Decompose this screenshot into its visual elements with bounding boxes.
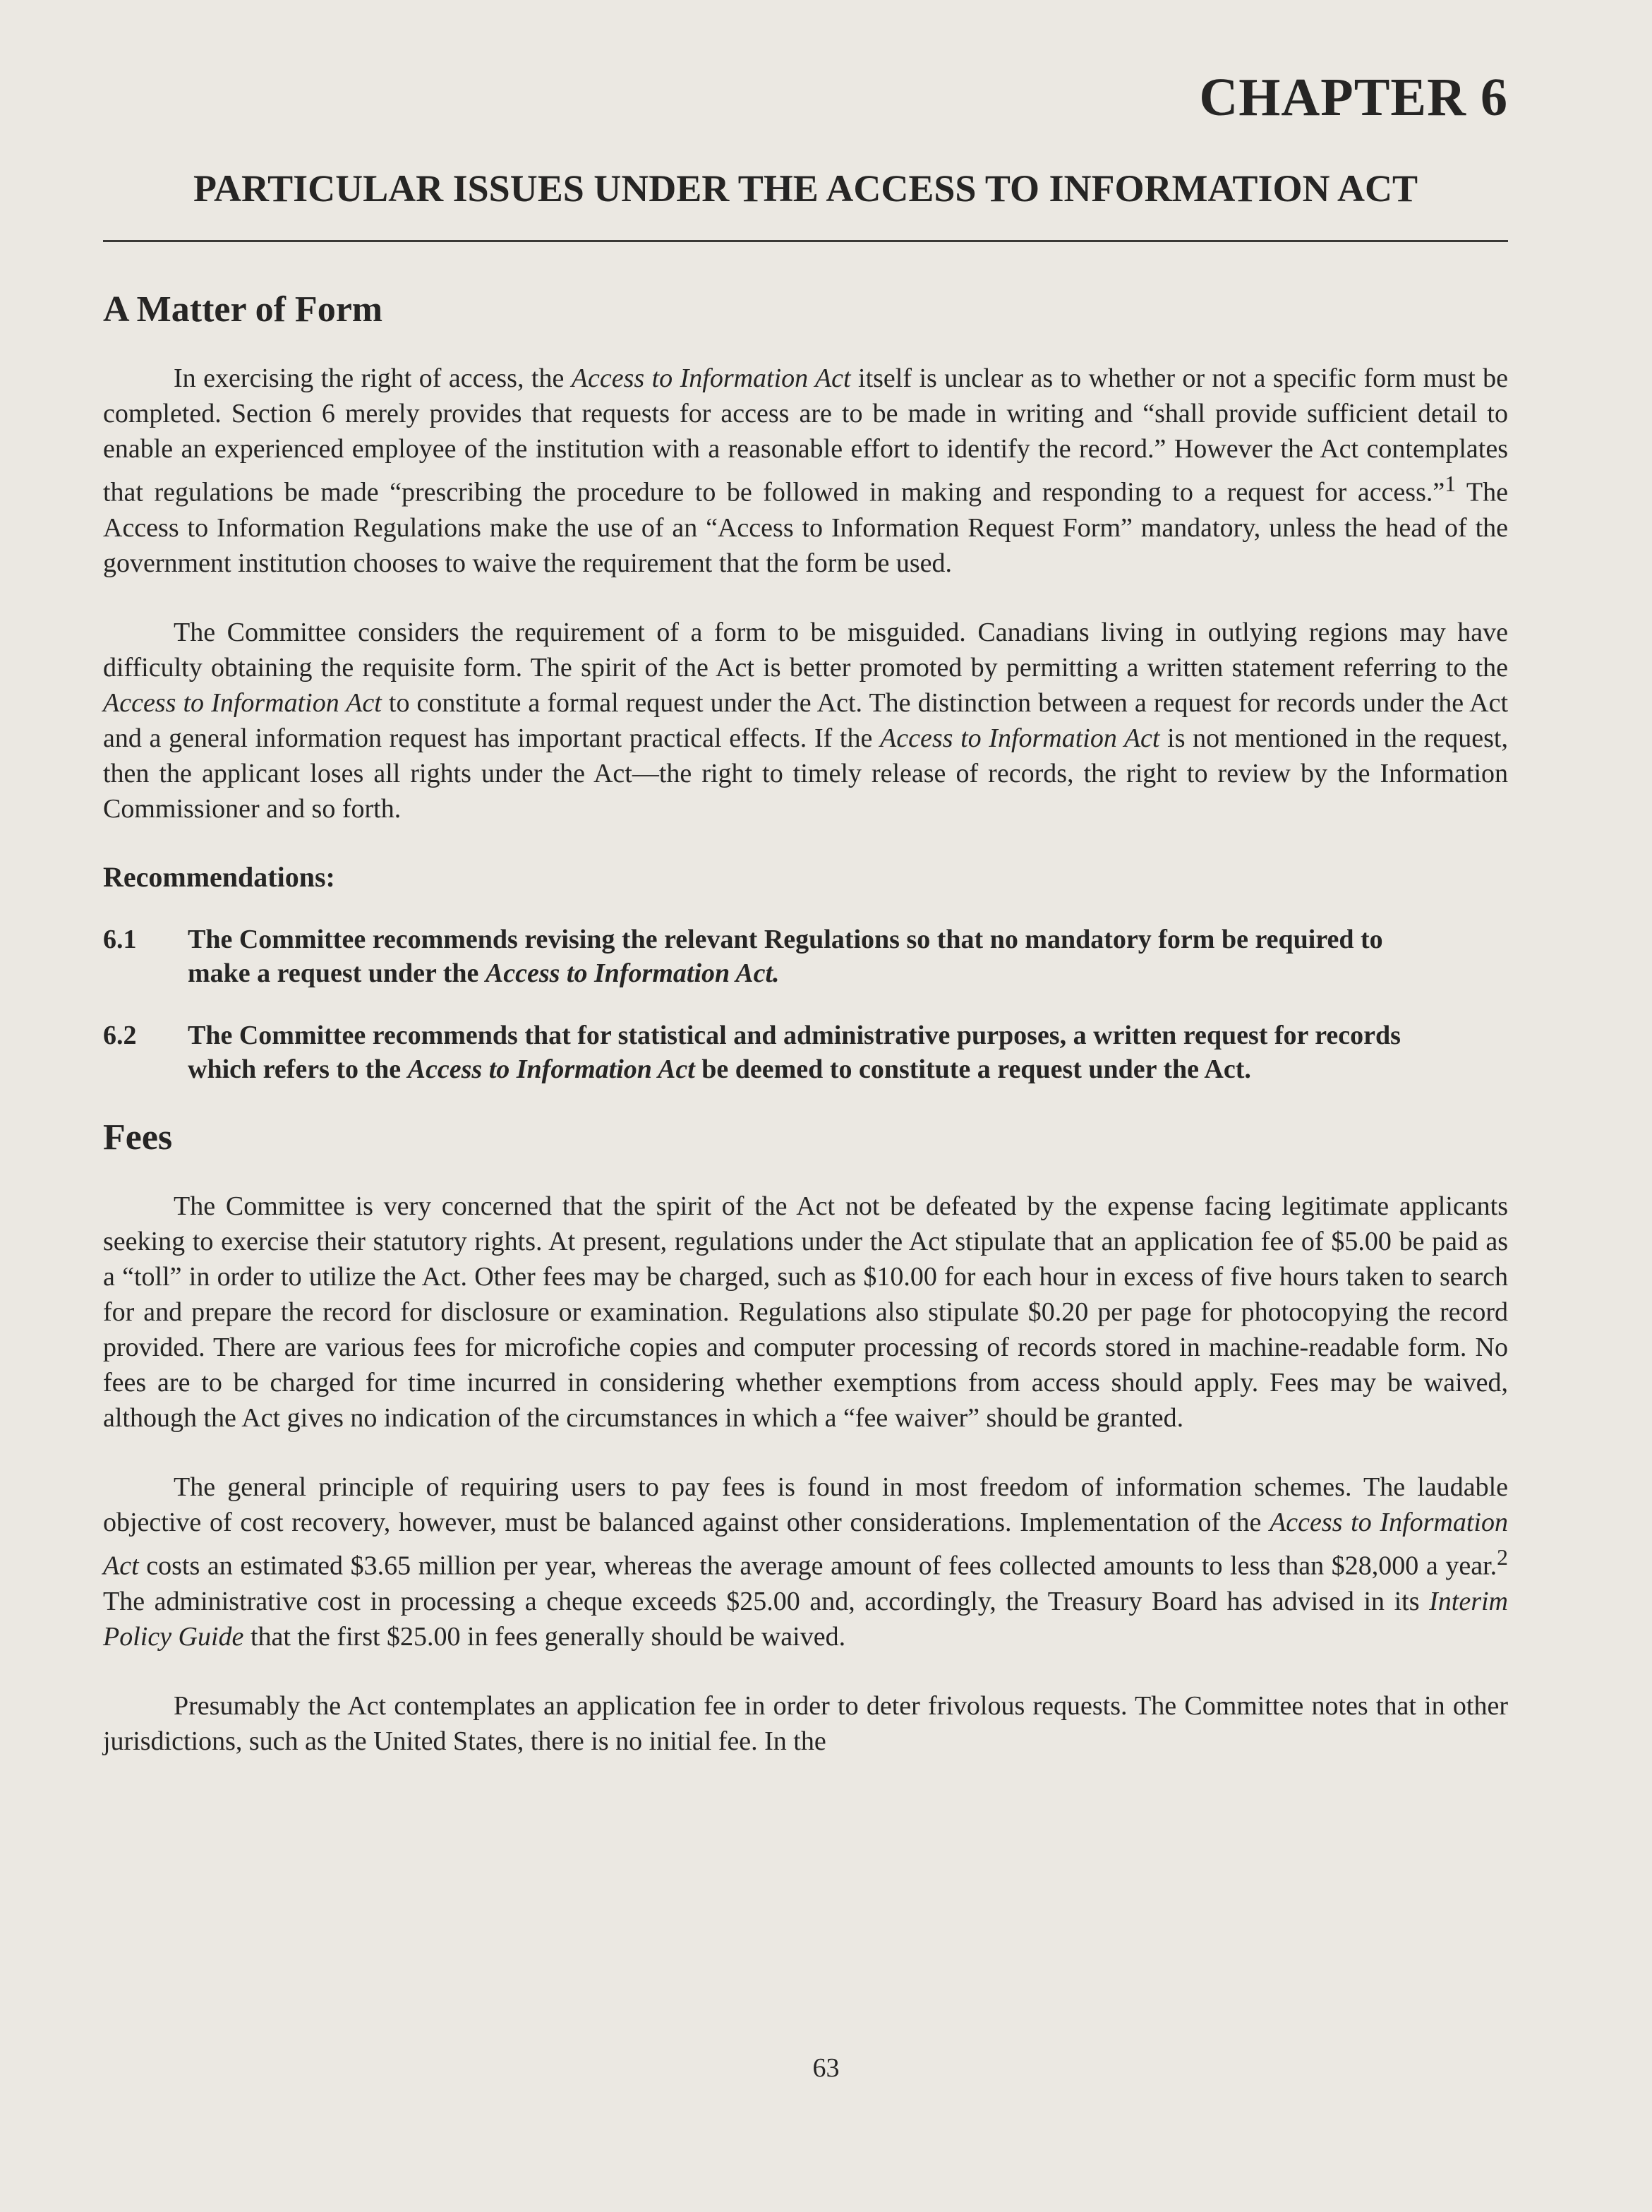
footnote-ref: 1 bbox=[1445, 471, 1457, 497]
recommendation-text: The Committee recommends revising the relevant Regulations so that no mandatory form be required to make a request under the Access to Information Act. bbox=[188, 924, 1383, 988]
chapter-number: CHAPTER 6 bbox=[1199, 68, 1508, 127]
paragraph: The Committee considers the requirement of a form to be misguided. Canadians living in outlying regions may have difficulty obtaining the requisite form. The spirit of the Act is better promoted by permitting a written statement referring to the Access to Information Act to constitute a formal request under the Act. The distinction between a request for records under the Act and a general information request has important practical effects. If the Access to Information Act is not mentioned in the request, then the applicant loses all rights under the Act—the right to timely release of records, the right to review by the Information Commissioner and so forth. bbox=[103, 617, 1509, 824]
footnote-ref: 2 bbox=[1497, 1545, 1508, 1570]
header-rule bbox=[103, 240, 1508, 242]
paragraph: The general principle of requiring users to pay fees is found in most freedom of information schemes. The laudable objective of cost recovery, however, must be balanced against other considerations. Implementation of the Access to Information Act costs an estimated $3.65 million per year, whereas the average amount of fees collected amounts to less than $28,000 a year.$^2$ The administrative cost in processing a cheque exceeds $25.00 and, accordingly, the Treasury Board has advised in its Interim Policy Guide that the first $25.00 in fees generally should be waived. bbox=[103, 1472, 1508, 1652]
paragraph: The Committee is very concerned that the spirit of the Act not be defeated by the expense facing legitimate applicants seeking to exercise their statutory rights. At present, regulations under the Act stipulate that an application fee of $5.00 be paid as a “toll” in order to utilize the Act. Other fees may be charged, such as $10.00 for each hour in excess of five hours taken to search for and prepare the record for disclosure or examination. Regulations also stipulate $0.20 per page for photocopying the record provided. There are various fees for microfiche copies and computer processing of records stored in machine-readable form. No fees are to be charged for time incurred in considering whether exemptions from access should apply. Fees may be waived, although the Act gives no indication of the circumstances in which a “fee waiver” should be granted. bbox=[103, 1191, 1508, 1433]
page-number: 63 bbox=[812, 2053, 840, 2083]
recommendation-number: 6.1 bbox=[103, 924, 137, 954]
recommendation-item bbox=[103, 922, 1508, 990]
section-heading-fees: Fees bbox=[103, 1117, 173, 1158]
recommendation-item bbox=[103, 1018, 1508, 1086]
paragraph: Presumably the Act contemplates an application fee in order to deter frivolous requests. The Committee notes that in other jurisdictions, such as the United States, there is no initial fee. In the bbox=[103, 1690, 1508, 1756]
main-content bbox=[103, 289, 1508, 1793]
recommendations-heading: Recommendations: bbox=[103, 860, 335, 893]
chapter-title: PARTICULAR ISSUES UNDER THE ACCESS TO INFORMATION ACT bbox=[193, 167, 1418, 210]
paragraph: In exercising the right of access, the Access to Information Act itself is unclear as to whether or not a specific form must be completed. Section 6 merely provides that requests for access are to be made in writing and “shall provide sufficient detail to enable an experienced employee of the institution with a reasonable effort to identify the record.” However the Act contemplates that regulations be made “prescribing the procedure to be followed in making and responding to a request for access.”$^1$ The Access to Information Regulations make the use of an “Access to Information Request Form” mandatory, unless the head of the government institution chooses to waive the requirement that the form be used. bbox=[103, 363, 1508, 578]
section-heading-form: A Matter of Form bbox=[103, 289, 383, 330]
recommendation-text: The Committee recommends that for statistical and administrative purposes, a written request for records which refers to the Access to Information Act be deemed to constitute a request under the Act. bbox=[188, 1020, 1401, 1084]
recommendation-number: 6.2 bbox=[103, 1020, 137, 1050]
